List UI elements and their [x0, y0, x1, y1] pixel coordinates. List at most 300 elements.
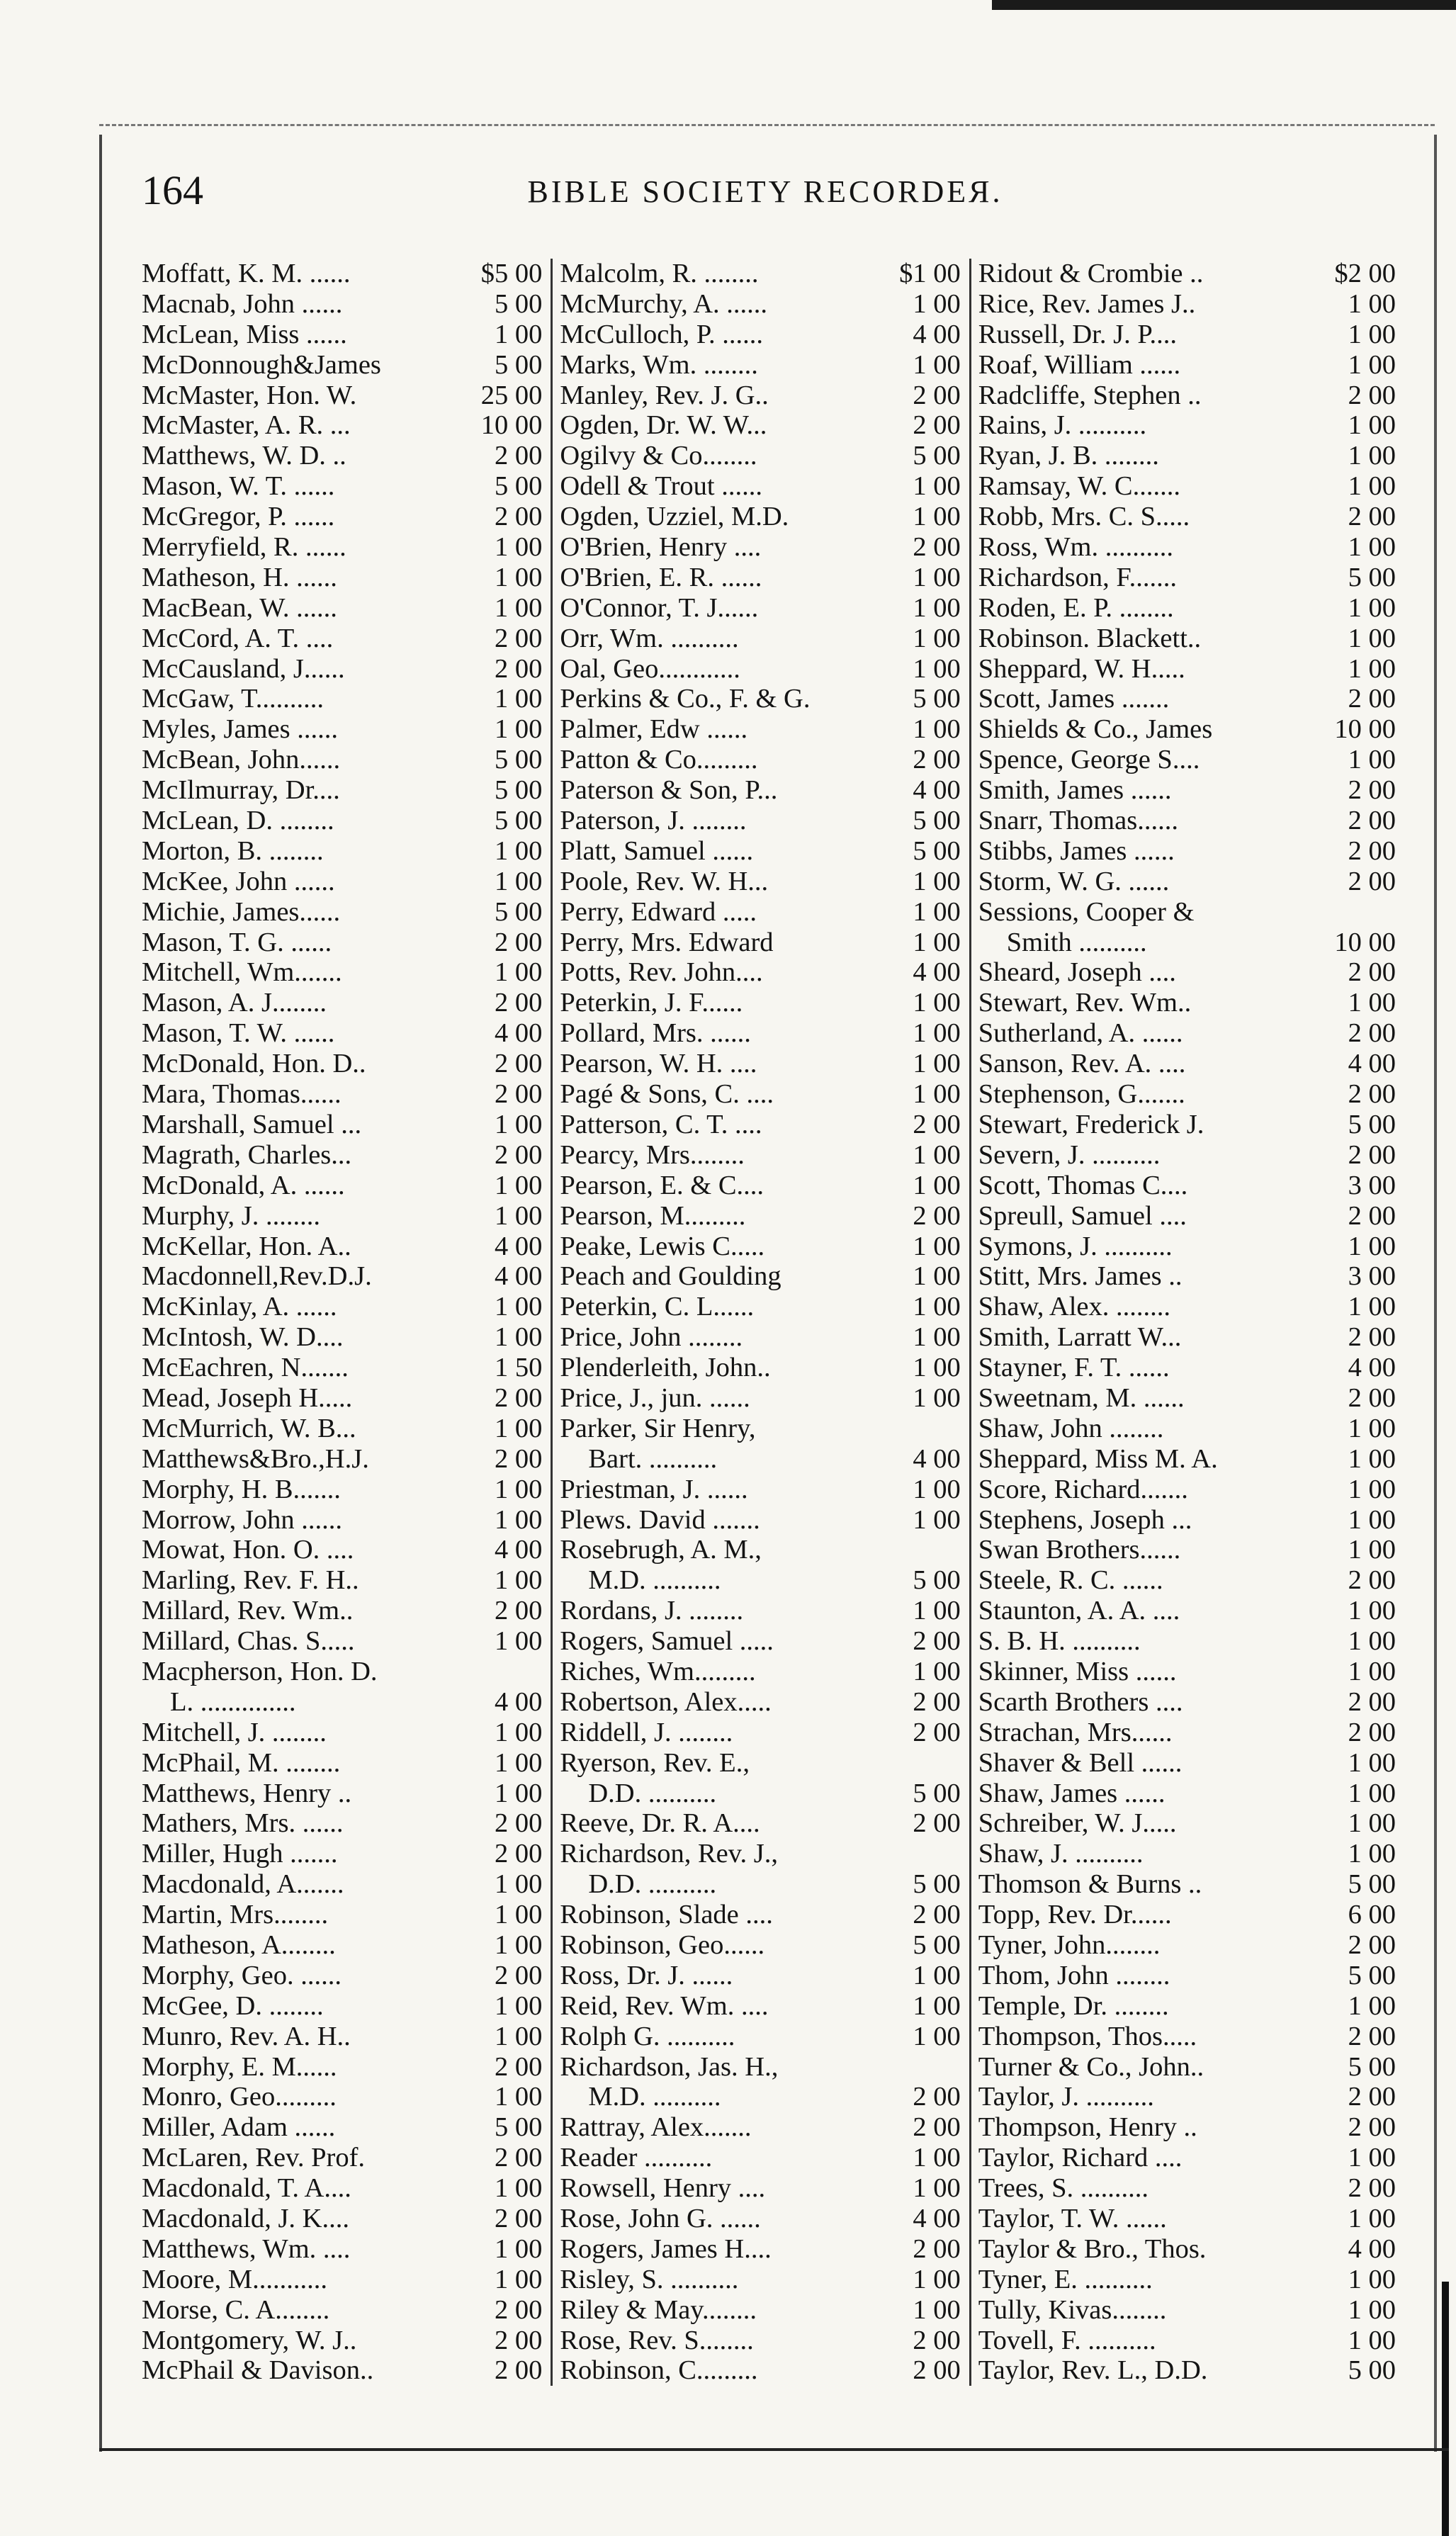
donation-amount: 1 00	[913, 1139, 961, 1170]
donation-amount: 1 00	[913, 2173, 961, 2204]
donor-name: Tully, Kivas........	[978, 2294, 1167, 2325]
donor-row	[560, 867, 960, 897]
donor-row	[142, 806, 542, 836]
donor-row	[978, 532, 1396, 563]
donation-amount: 1 00	[495, 1900, 543, 1930]
donation-amount: 1 00	[1348, 1535, 1396, 1565]
donor-name: Thomson & Burns ..	[978, 1869, 1202, 1900]
donation-amount: 2 00	[495, 988, 543, 1018]
donor-name: Stewart, Frederick J.	[978, 1109, 1204, 1139]
donor-row	[560, 320, 960, 350]
donor-row	[978, 410, 1396, 441]
donation-amount: 4 00	[913, 957, 961, 988]
donor-name: Sessions, Cooper &	[978, 896, 1195, 927]
donation-amount: 1 00	[913, 1079, 961, 1110]
donation-amount: 5 00	[1348, 2051, 1396, 2082]
donor-row	[560, 1140, 960, 1171]
donor-row	[978, 714, 1396, 745]
donation-amount: 5 00	[1348, 1109, 1396, 1139]
donor-name: McDonald, A. ......	[142, 1170, 345, 1200]
donor-row	[560, 1444, 960, 1475]
donor-row	[142, 624, 542, 654]
donation-amount: 2 00	[495, 1808, 543, 1839]
donor-row	[978, 2204, 1396, 2234]
donor-name: Morton, B. ........	[142, 835, 324, 866]
donation-amount: 1 00	[1348, 288, 1396, 319]
donor-row	[978, 775, 1396, 806]
donor-name: Peake, Lewis C.....	[560, 1231, 765, 1261]
donor-name: McPhail, M. ........	[142, 1747, 341, 1778]
donor-name: MacBean, W. ......	[142, 592, 337, 623]
donation-amount: 2 00	[913, 1686, 961, 1717]
top-dashed-rule	[99, 124, 1435, 126]
donor-row	[978, 502, 1396, 532]
donor-name: Scott, James .......	[978, 684, 1170, 714]
donor-row	[142, 654, 542, 684]
donor-row	[560, 714, 960, 745]
donor-row	[978, 1687, 1396, 1718]
donor-row	[142, 928, 542, 958]
donation-amount: 1 00	[495, 1717, 543, 1747]
donation-amount: 1 00	[495, 957, 543, 988]
donor-row	[142, 1808, 542, 1839]
donor-row	[560, 775, 960, 806]
donor-row	[142, 2234, 542, 2265]
donor-row	[142, 593, 542, 624]
donation-amount: 4 00	[495, 1535, 543, 1565]
donation-amount: 1 00	[1348, 1808, 1396, 1839]
donor-row	[978, 289, 1396, 320]
donor-name: Shaver & Bell ......	[978, 1747, 1183, 1778]
donor-name: Thompson, Henry ..	[978, 2112, 1197, 2143]
donor-name: Robertson, Alex.....	[560, 1686, 772, 1717]
donor-row	[978, 1171, 1396, 1201]
donor-row	[560, 2143, 960, 2173]
donation-amount: 1 00	[913, 288, 961, 319]
donation-amount: 1 00	[913, 653, 961, 684]
donation-amount: 1 00	[1348, 1231, 1396, 1261]
donor-name: Risley, S. ..........	[560, 2264, 739, 2294]
donor-row	[978, 867, 1396, 897]
donation-amount: 2 00	[913, 1200, 961, 1231]
donation-amount: 2 00	[913, 2112, 961, 2143]
donor-name: Smith, Larratt W...	[978, 1322, 1182, 1353]
page-number: 164	[142, 167, 203, 213]
donor-row	[560, 1839, 960, 1869]
donation-amount: 5 00	[495, 349, 543, 380]
donor-row	[560, 2204, 960, 2234]
donor-name: Mason, T. G. ......	[142, 927, 332, 957]
donation-amount: 1 00	[1348, 1443, 1396, 1474]
donor-row	[142, 2052, 542, 2083]
donation-amount: 2 00	[495, 1382, 543, 1413]
donation-amount: 1 00	[495, 2173, 543, 2204]
donation-amount: 2 00	[495, 1960, 543, 1990]
donor-name: Robinson, Geo......	[560, 1929, 765, 1960]
donation-amount: $2 00	[1334, 259, 1396, 288]
donor-row	[142, 745, 542, 775]
donation-amount: 1 00	[1348, 1990, 1396, 2021]
donor-row	[560, 745, 960, 775]
donor-row	[560, 1565, 960, 1596]
donor-name: Shaw, Alex. ........	[978, 1292, 1171, 1322]
donor-row	[142, 1322, 542, 1353]
donor-row	[142, 2295, 542, 2326]
donation-amount: 2 00	[495, 1839, 543, 1869]
donor-row	[978, 1565, 1396, 1596]
donation-amount: 2 00	[1348, 1565, 1396, 1596]
donor-row	[560, 2355, 960, 2386]
donor-row	[978, 1900, 1396, 1930]
donor-row	[560, 1961, 960, 1991]
donation-amount: 2 00	[913, 2325, 961, 2355]
donation-amount: 1 00	[913, 896, 961, 927]
donor-name: Ross, Wm. ..........	[978, 532, 1173, 563]
donation-amount: 2 00	[495, 1139, 543, 1170]
donation-amount: 5 00	[495, 471, 543, 502]
donor-row	[142, 2112, 542, 2143]
donor-row	[560, 1261, 960, 1292]
donor-row	[978, 2355, 1396, 2386]
donor-name: Mowat, Hon. O. ....	[142, 1535, 354, 1565]
donor-row	[978, 2173, 1396, 2204]
donor-row	[978, 624, 1396, 654]
donor-name: Rattray, Alex.......	[560, 2112, 752, 2143]
donation-amount: 1 00	[495, 1474, 543, 1504]
donation-amount: 2 00	[495, 653, 543, 684]
donor-name: Thompson, Thos.....	[978, 2021, 1197, 2051]
donor-name: McKellar, Hon. A..	[142, 1231, 351, 1261]
donation-amount: 2 00	[495, 2355, 543, 2386]
donation-amount: 2 00	[1348, 380, 1396, 410]
donation-amount: 2 00	[495, 441, 543, 471]
donor-name: Skinner, Miss ......	[978, 1656, 1177, 1686]
donation-amount: 1 00	[495, 2021, 543, 2051]
donor-name: O'Brien, Henry ....	[560, 532, 762, 563]
donation-amount: 4 00	[913, 1443, 961, 1474]
donor-row	[142, 1626, 542, 1657]
donor-row	[560, 1991, 960, 2022]
donor-name: Stibbs, James ......	[978, 835, 1175, 866]
donor-row	[978, 2295, 1396, 2326]
donation-amount: 1 00	[913, 927, 961, 957]
donation-amount: 5 00	[913, 1929, 961, 1960]
donor-name: Rosebrugh, A. M.,	[560, 1535, 762, 1565]
donor-row	[142, 2022, 542, 2052]
donation-amount: 2 00	[913, 745, 961, 775]
donor-name: Macdonald, A.......	[142, 1869, 344, 1900]
donor-name: Ogilvy & Co........	[560, 441, 757, 471]
donor-row	[978, 320, 1396, 350]
donation-amount: 2 00	[913, 1626, 961, 1657]
donation-amount: 5 00	[1348, 1960, 1396, 1990]
donor-name: Ogden, Uzziel, M.D.	[560, 502, 789, 532]
donation-amount: 1 00	[495, 532, 543, 563]
donor-name: Steele, R. C. ......	[978, 1565, 1163, 1596]
donor-name: Malcolm, R. ........	[560, 259, 759, 288]
donor-name: Patton & Co.........	[560, 745, 758, 775]
donation-amount: 1 00	[495, 1778, 543, 1808]
donor-name: Storm, W. G. ......	[978, 866, 1170, 896]
donor-row	[978, 1232, 1396, 1262]
donor-name: Merryfield, R. ......	[142, 532, 346, 563]
donor-name: Morrow, John ......	[142, 1504, 343, 1535]
donor-row	[978, 1808, 1396, 1839]
donation-amount: 1 00	[913, 1018, 961, 1049]
donor-row	[978, 1626, 1396, 1657]
donor-row	[978, 2082, 1396, 2112]
donor-name: M.D. ..........	[588, 1565, 721, 1596]
donation-amount: 2 00	[495, 1596, 543, 1626]
donation-amount: 4 00	[913, 319, 961, 349]
donation-amount: 2 00	[495, 1049, 543, 1079]
donor-name: Pearson, M.........	[560, 1200, 746, 1231]
donation-amount: 2 00	[1348, 1139, 1396, 1170]
donation-amount: 2 00	[1348, 2173, 1396, 2204]
donor-name: McKinlay, A. ......	[142, 1292, 337, 1322]
donor-name: Tyner, John........	[978, 1929, 1161, 1960]
donor-row	[978, 1140, 1396, 1171]
donor-column-2	[553, 259, 971, 2386]
donor-row	[978, 1718, 1396, 1748]
donor-row	[560, 2052, 960, 2083]
donor-name: Peach and Goulding	[560, 1261, 781, 1292]
donor-row	[142, 1687, 542, 1718]
donor-name: McLean, D. ........	[142, 806, 334, 836]
donation-amount: 2 00	[1348, 1717, 1396, 1747]
donor-row	[978, 1110, 1396, 1140]
donation-amount: 4 00	[495, 1231, 543, 1261]
donation-amount: 1 00	[913, 1960, 961, 1990]
donor-name: Rowsell, Henry ....	[560, 2173, 766, 2204]
donation-amount: 4 00	[913, 775, 961, 806]
donation-amount: 10 00	[1334, 714, 1396, 745]
donor-name: Palmer, Edw ......	[560, 714, 748, 745]
donation-amount: 1 00	[495, 562, 543, 592]
donor-name: Taylor, T. W. ......	[978, 2204, 1167, 2233]
donor-name: Turner & Co., John..	[978, 2051, 1204, 2082]
donation-amount: 25 00	[480, 380, 543, 410]
donation-amount: 2 00	[1348, 684, 1396, 714]
donation-amount: 2 00	[1348, 2082, 1396, 2112]
donation-amount: 1 00	[1348, 1778, 1396, 1808]
donor-row	[978, 1475, 1396, 1505]
donor-row	[142, 1475, 542, 1505]
donation-amount: 1 00	[1348, 441, 1396, 471]
donation-amount: 1 00	[1348, 319, 1396, 349]
donation-amount: 1 00	[495, 2264, 543, 2294]
donor-name: Sheppard, Miss M. A.	[978, 1443, 1218, 1474]
donation-amount: 1 00	[913, 2294, 961, 2325]
donor-name: Price, John ........	[560, 1322, 743, 1353]
donation-amount: 1 00	[495, 1869, 543, 1900]
donation-amount: 2 00	[913, 532, 961, 563]
left-margin-rule	[99, 135, 102, 2452]
donation-amount: 1 00	[495, 1413, 543, 1443]
donor-name: Reader ..........	[560, 2143, 713, 2173]
donor-name: McMurrich, W. B...	[142, 1413, 356, 1443]
donor-row	[142, 1718, 542, 1748]
donor-row	[560, 1171, 960, 1201]
donor-row	[560, 381, 960, 411]
donation-amount: 1 00	[1348, 623, 1396, 653]
donation-amount: 2 00	[1348, 1200, 1396, 1231]
donor-name: Mitchell, J. ........	[142, 1717, 327, 1747]
donor-row	[978, 957, 1396, 988]
donation-amount: 5 00	[913, 806, 961, 836]
donor-row	[978, 1991, 1396, 2022]
donor-row	[560, 2112, 960, 2143]
right-margin-rule	[1434, 135, 1437, 2452]
donor-name: Smith, James ......	[978, 775, 1172, 806]
donation-amount: 2 00	[1348, 1686, 1396, 1717]
donation-amount: 2 00	[913, 410, 961, 441]
donor-row	[142, 2265, 542, 2295]
donor-name: Russell, Dr. J. P....	[978, 319, 1178, 349]
donor-name: Myles, James ......	[142, 714, 338, 745]
donor-name: Pearson, E. & C....	[560, 1170, 764, 1200]
donor-row	[142, 1565, 542, 1596]
donor-row	[142, 1748, 542, 1779]
donor-row	[560, 2173, 960, 2204]
donor-row	[142, 1110, 542, 1140]
donation-amount: $1 00	[899, 259, 961, 288]
donor-row	[142, 1535, 542, 1565]
running-title: BIBLE SOCIETY RECORDEЯ.	[527, 174, 1003, 209]
donor-row	[560, 502, 960, 532]
donation-amount: 1 00	[1348, 1474, 1396, 1504]
donor-name: Tovell, F. ..........	[978, 2325, 1156, 2355]
donation-amount: 1 00	[1348, 1596, 1396, 1626]
donor-row	[560, 1687, 960, 1718]
donor-row	[560, 1079, 960, 1110]
donor-name: Sanson, Rev. A. ....	[978, 1049, 1186, 1079]
donor-name: Peterkin, C. L......	[560, 1292, 755, 1322]
donor-row	[978, 988, 1396, 1018]
donation-amount: 2 00	[1348, 957, 1396, 988]
donor-name: Swan Brothers......	[978, 1535, 1181, 1565]
donor-name: Plews. David .......	[560, 1504, 760, 1535]
donor-row	[142, 836, 542, 867]
donor-name: McCulloch, P. ......	[560, 319, 764, 349]
donation-amount: 1 00	[495, 592, 543, 623]
donor-row	[560, 441, 960, 471]
donation-amount: 1 50	[495, 1353, 543, 1383]
donor-name: Rains, J. ..........	[978, 410, 1147, 441]
donor-name: Riley & May........	[560, 2294, 757, 2325]
donor-row	[978, 1444, 1396, 1475]
donor-name: McIlmurray, Dr....	[142, 775, 340, 806]
donation-amount: 5 00	[913, 1778, 961, 1808]
donation-amount: 2 00	[495, 2051, 543, 2082]
donation-amount: 5 00	[913, 1565, 961, 1596]
donor-row	[142, 775, 542, 806]
donor-row	[978, 1657, 1396, 1687]
donor-row	[560, 1869, 960, 1900]
donor-name: Morphy, Geo. ......	[142, 1960, 342, 1990]
donation-amount: 1 00	[1348, 410, 1396, 441]
donor-name: Taylor & Bro., Thos.	[978, 2233, 1207, 2264]
donor-row	[978, 1596, 1396, 1626]
donation-amount: 1 00	[495, 1292, 543, 1322]
donor-name: D.D. ..........	[588, 1869, 717, 1900]
donation-amount: 2 00	[913, 1109, 961, 1139]
donor-row	[142, 502, 542, 532]
donor-row	[978, 897, 1396, 928]
donor-row	[978, 1535, 1396, 1565]
donor-row	[142, 259, 542, 289]
donor-name: Scarth Brothers ....	[978, 1686, 1183, 1717]
donor-row	[560, 2265, 960, 2295]
donor-name: Smith ..........	[1006, 927, 1147, 957]
donor-name: Manley, Rev. J. G..	[560, 380, 769, 410]
donation-amount: 1 00	[913, 592, 961, 623]
donation-amount: 1 00	[1348, 349, 1396, 380]
donor-name: Trees, S. ..........	[978, 2173, 1149, 2204]
donor-name: Robb, Mrs. C. S.....	[978, 502, 1190, 532]
donor-row	[978, 1353, 1396, 1383]
donor-name: Taylor, Richard ....	[978, 2143, 1183, 2173]
donor-row	[142, 2143, 542, 2173]
donation-amount: 2 00	[913, 380, 961, 410]
donor-row	[142, 532, 542, 563]
donor-row	[142, 1991, 542, 2022]
donor-name: McMurchy, A. ......	[560, 288, 768, 319]
donor-row	[142, 1292, 542, 1322]
donor-row	[142, 2204, 542, 2234]
donation-amount: 1 00	[495, 1504, 543, 1535]
donor-row	[142, 1869, 542, 1900]
donor-name: Matthews, W. D. ..	[142, 441, 346, 471]
donor-row	[978, 928, 1396, 958]
donation-amount: 1 00	[913, 1990, 961, 2021]
donor-name: Plenderleith, John..	[560, 1353, 771, 1383]
donation-amount: 1 00	[495, 1322, 543, 1353]
donor-name: Matthews, Henry ..	[142, 1778, 352, 1808]
donor-name: Murphy, J. ........	[142, 1200, 321, 1231]
donor-name: L. ..............	[170, 1686, 296, 1717]
donor-name: Ross, Dr. J. ......	[560, 1960, 733, 1990]
donor-name: Strachan, Mrs......	[978, 1717, 1173, 1747]
donor-name: S. B. H. ..........	[978, 1626, 1141, 1657]
donation-amount: 2 00	[1348, 775, 1396, 806]
donation-amount: 2 00	[1348, 1079, 1396, 1110]
donor-row	[560, 1292, 960, 1322]
donor-name: Schreiber, W. J.....	[978, 1808, 1177, 1839]
donor-name: Odell & Trout ......	[560, 471, 762, 502]
donor-row	[142, 897, 542, 928]
donor-row	[978, 350, 1396, 381]
donor-row	[560, 410, 960, 441]
donor-name: Munro, Rev. A. H..	[142, 2021, 351, 2051]
donation-amount: 1 00	[495, 866, 543, 896]
donor-row	[560, 1505, 960, 1535]
donor-name: Pollard, Mrs. ......	[560, 1018, 751, 1049]
donor-row	[142, 714, 542, 745]
donor-name: Severn, J. ..........	[978, 1139, 1161, 1170]
donation-amount: 2 00	[913, 1717, 961, 1747]
donation-amount: 2 00	[1348, 2021, 1396, 2051]
donor-name: Moore, M...........	[142, 2264, 327, 2294]
donor-name: Richardson, Rev. J.,	[560, 1839, 778, 1869]
donation-amount: 4 00	[1348, 1353, 1396, 1383]
donor-row	[142, 1961, 542, 1991]
donor-row	[142, 1383, 542, 1414]
donation-amount: 5 00	[495, 896, 543, 927]
donor-row	[142, 1079, 542, 1110]
donor-name: Marshall, Samuel ...	[142, 1109, 362, 1139]
donation-amount: 1 00	[913, 1382, 961, 1413]
